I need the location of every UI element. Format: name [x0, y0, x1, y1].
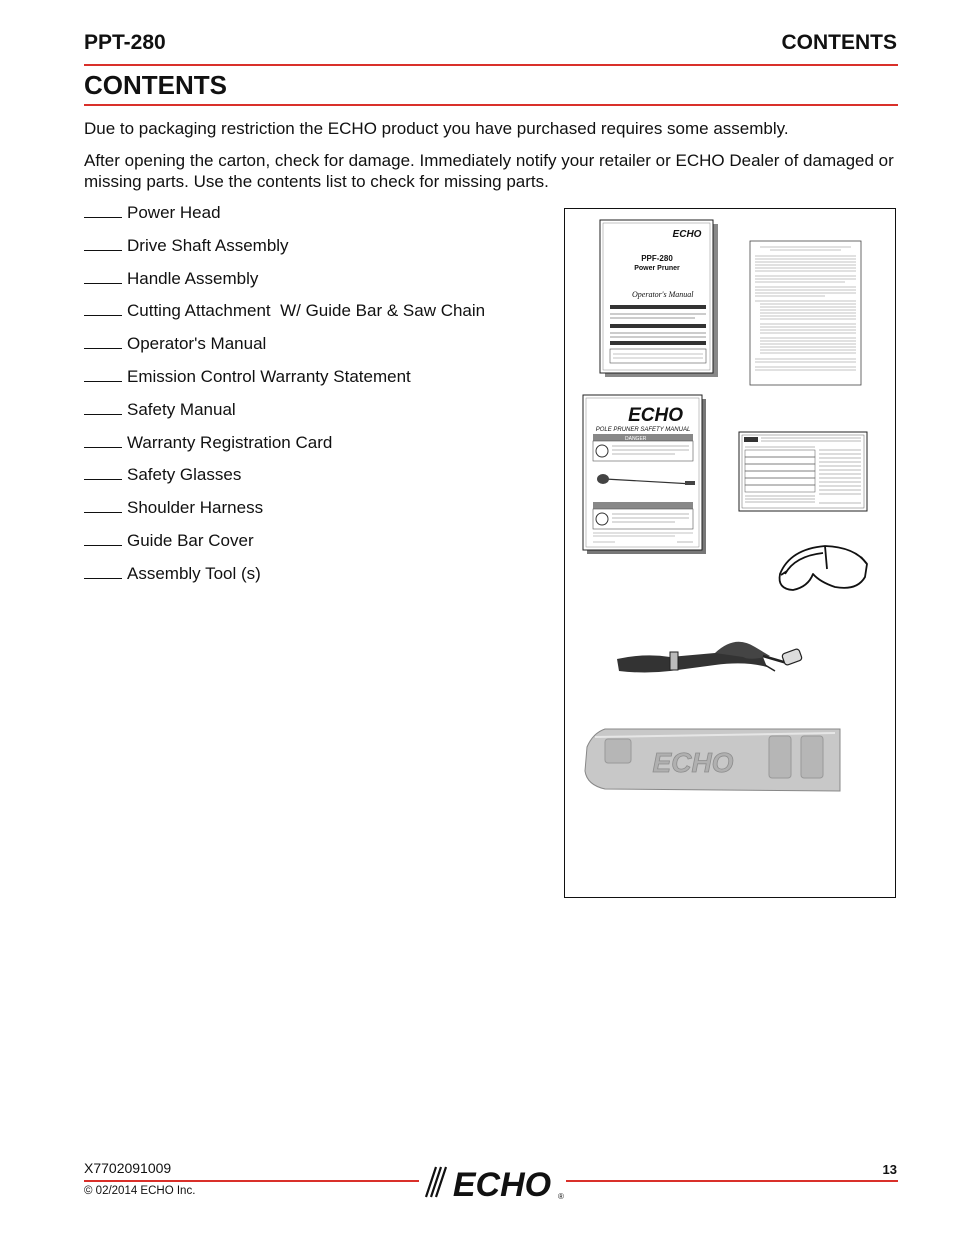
safety-manual-illustration — [583, 395, 706, 554]
checklist-item — [84, 235, 485, 268]
header-section: CONTENTS — [781, 31, 897, 54]
guide-bar-cover-illustration — [585, 729, 840, 791]
checklist-item — [84, 432, 485, 465]
footer-logo-text: ECHO — [452, 1166, 552, 1201]
registered-mark: ® — [558, 1192, 564, 1201]
footer-rule-right — [566, 1180, 898, 1182]
emission-warranty-illustration — [750, 241, 861, 385]
page-number: 13 — [882, 1162, 897, 1177]
echo-logo — [420, 1163, 566, 1201]
checklist-item — [84, 268, 485, 301]
checklist-label: Handle Assembly — [127, 268, 259, 288]
checkbox-blank — [84, 236, 122, 251]
footer-rule-left — [84, 1180, 419, 1182]
checklist-item — [84, 530, 485, 563]
checklist-item — [84, 497, 485, 530]
header-rule — [84, 64, 898, 66]
checklist-label: Assembly Tool (s) — [127, 563, 261, 583]
checklist-label: Cutting Attachment W/ Guide Bar & Saw Chain — [127, 301, 486, 321]
checkbox-blank — [84, 400, 122, 415]
manual-product: Power Pruner — [634, 265, 680, 272]
checkbox-blank — [84, 367, 122, 382]
checkbox-blank — [84, 465, 122, 480]
checklist-item — [84, 563, 485, 596]
checkbox-blank — [84, 334, 122, 349]
intro-paragraph-2: After opening the carton, check for damage. Immediately notify your retailer or ECHO Dealer of damaged or missing parts. Use the contents list to check for missing parts. — [84, 151, 894, 191]
checkbox-blank — [84, 531, 122, 546]
manual-logo: ECHO — [672, 229, 702, 240]
checklist-item — [84, 366, 485, 399]
shoulder-harness-illustration — [617, 642, 803, 673]
safety-manual-logo: ECHO — [628, 405, 683, 426]
safety-glasses-illustration — [780, 546, 867, 590]
safety-manual-title: POLE PRUNER SAFETY MANUAL — [595, 427, 691, 433]
manual-title: Operator's Manual — [632, 290, 694, 299]
checkbox-blank — [84, 301, 122, 316]
checklist-label: Power Head — [127, 203, 221, 222]
checklist-label: Safety Glasses — [127, 465, 242, 485]
checklist-item — [84, 464, 485, 497]
checklist-label: Shoulder Harness — [127, 498, 264, 518]
copyright: © 02/2014 ECHO Inc. — [84, 1185, 196, 1197]
checklist-label: Warranty Registration Card — [127, 432, 333, 452]
checklist-label: Emission Control Warranty Statement — [127, 366, 411, 386]
safety-danger-label: DANGER — [625, 436, 647, 442]
checklist-item — [84, 399, 485, 432]
checklist-label: Safety Manual — [127, 399, 236, 419]
checklist-item — [84, 300, 485, 333]
page-title: CONTENTS — [84, 70, 227, 100]
intro-paragraph-1: Due to packaging restriction the ECHO product you have purchased requires some assembly. — [84, 119, 789, 138]
checklist-label: Guide Bar Cover — [127, 530, 254, 550]
checkbox-blank — [84, 203, 122, 218]
operators-manual-illustration — [600, 220, 718, 377]
cover-logo: ECHO — [652, 747, 734, 778]
checkbox-blank — [84, 564, 122, 579]
checklist-item — [84, 333, 485, 366]
checkbox-blank — [84, 433, 122, 448]
contents-checklist — [84, 202, 485, 596]
checkbox-blank — [84, 269, 122, 284]
manual-model: PPF-280 — [641, 254, 673, 263]
warranty-card-illustration — [739, 432, 867, 511]
header-model: PPT-280 — [84, 31, 166, 54]
checklist-label: Operator's Manual — [127, 334, 267, 354]
title-rule — [84, 104, 898, 106]
contents-illustration — [564, 208, 896, 898]
checklist-item — [84, 202, 485, 235]
checkbox-blank — [84, 498, 122, 513]
checklist-label: Drive Shaft Assembly — [127, 235, 289, 255]
part-number: X7702091009 — [84, 1160, 172, 1176]
